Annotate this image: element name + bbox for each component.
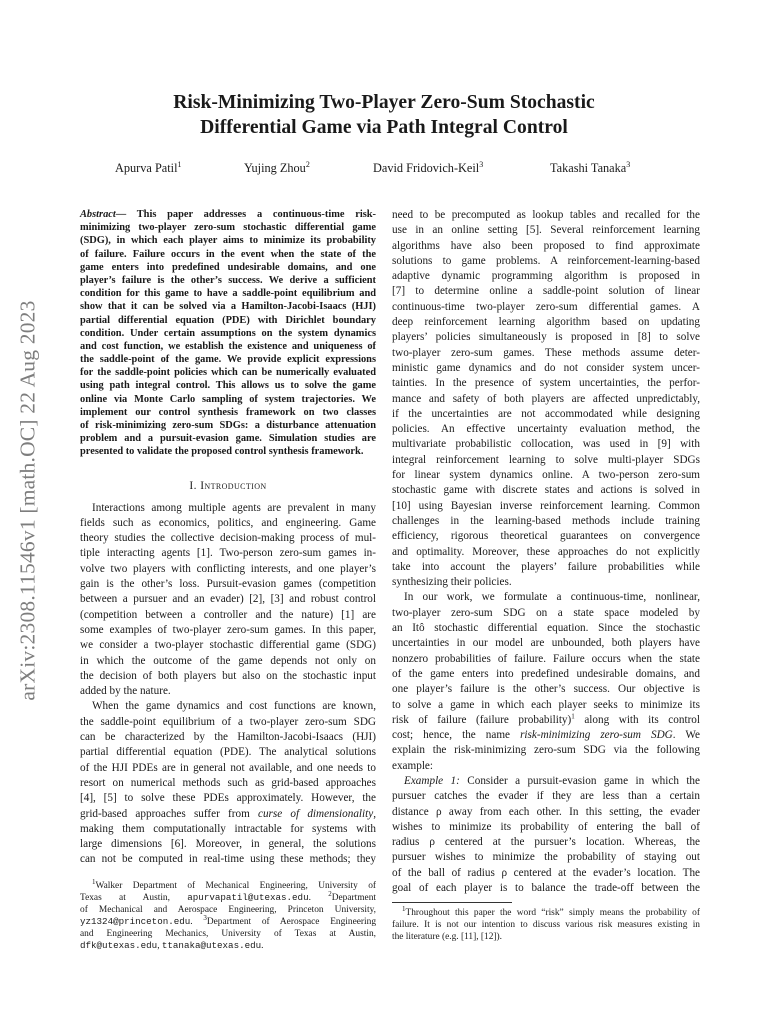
abstract-line: (SDG), in which each player aims to minimize its probability (80, 235, 376, 247)
abstract (80, 208, 376, 459)
abstract-line: of risk-minimizing zero-sum SDGs: a disturbance attenuation (80, 420, 376, 431)
abstract-line: player’s failure is the other’s success. We derive a sufficient (80, 274, 376, 286)
body-line: theory studies the collective decision-making process of mul- (80, 532, 376, 545)
abstract-line: presented to validate the proposed control synthesis framework. (80, 446, 364, 458)
body-line: tainties. In the presence of system uncertainties, the perfor- (392, 377, 700, 390)
author-affiliation-mark: 3 (479, 159, 484, 169)
footnote-mark: 3 (203, 913, 207, 922)
body-line: pursuer wishes to minimize the probability of staying out (392, 851, 700, 864)
author-4 (550, 161, 630, 176)
body-line: of the game enters into predefined undesirable domains, and (392, 667, 700, 680)
body-line: need to be precomputed as lookup tables and recalled for the (392, 209, 700, 221)
introduction-body (80, 501, 376, 868)
footnote-mark: 1 (402, 905, 406, 914)
body-line: radius ρ centered at the pursuer’s location. Whereas, the (392, 836, 700, 849)
body-line: the saddle-point equilibrium of a two-player zero-sum SDG (80, 715, 376, 728)
body-line: mance and safety of both players are affected unpredictably, (392, 392, 700, 405)
body-line: for linear system dynamics online. A two-person zero-sum (392, 469, 700, 482)
abstract-line: minimizing two-player zero-sum stochastic differential game (80, 222, 376, 234)
body-line: explain the risk-minimizing zero-sum SDG via the following (392, 744, 700, 757)
body-line: integral reinforcement learning to solve multi-player SDGs (392, 453, 700, 466)
body-line: of the HJI PDEs are in general not available, and one needs to (80, 761, 376, 774)
abstract-line (80, 208, 376, 221)
body-line: to solve a game in which each player seeks to minimize its (392, 698, 700, 711)
abstract-line: condition for this game to have a saddle-point equilibrium and (80, 288, 376, 300)
emphasis-text: risk-minimizing zero-sum SDG (520, 729, 673, 742)
body-line: the decision of both players but also on the stochastic input (80, 669, 376, 682)
body-line: Interactions among multiple agents are prevalent in many (92, 501, 376, 514)
footnote-line: failure. It is not our intention to discuss various risk measures existing in (392, 920, 700, 931)
body-line: take into account the players’ failure probabilities while (392, 560, 700, 573)
email-link[interactable]: apurvapatil@utexas.edu (187, 891, 309, 903)
email-link[interactable]: ttanaka@utexas.edu (161, 939, 262, 951)
body-text: Consider a pursuit-evasion game in which the (467, 774, 700, 787)
body-line: gain is the other’s loss. Pursuit-evasion games (competition (80, 578, 376, 591)
footnote-line: the literature (e.g. [11], [12]). (392, 932, 503, 943)
body-line: and optimality. Moreover, these approaches do not explicitly (392, 545, 700, 558)
abstract-line: show that it can be solved via a Hamilton-Jacobi-Isaacs (HJI) (80, 301, 376, 313)
body-line: an Itô stochastic differential equation. Since the stochastic (392, 622, 700, 635)
body-line: we consider a two-player stochastic differential game (SDG) (80, 639, 376, 652)
right-column (392, 208, 700, 943)
body-text: risk of failure (failure probability) (392, 713, 572, 726)
abstract-line: for the saddle-point policies which can be numerically evaluated (80, 367, 376, 379)
footnote-text: Walker Department of Mechanical Engineering, University of (95, 880, 376, 891)
body-line: (competition between a controller and the nature) [1] are (80, 608, 376, 621)
body-text: . We (672, 729, 700, 742)
left-column (80, 208, 376, 952)
email-link[interactable]: dfk@utexas.edu (80, 939, 158, 951)
body-line: can be characterized by the Hamilton-Jacobi-Isaacs (HJI) (80, 731, 376, 744)
arxiv-identifier (4, 250, 52, 750)
body-line: In our work, we formulate a continuous-time, nonlinear, (404, 591, 700, 604)
section-number: I. (189, 479, 197, 492)
body-line: volve two players with conflicting interests, and one player’s (80, 562, 376, 575)
abstract-text: — This paper addresses a continuous-time risk- (115, 209, 376, 220)
body-line: in which the outcome of the game depends not only on (80, 654, 376, 667)
abstract-line: the saddle-point of the game. We provide explicit expressions (80, 354, 376, 366)
body-line: deep reinforcement learning algorithm based on updating (392, 316, 700, 329)
footnote-line: dfk@utexas.edu, ttanaka@utexas.edu. (80, 939, 264, 951)
footnote-mark: 1 (92, 877, 96, 886)
author-name: David Fridovich-Keil (373, 161, 480, 175)
footnote-text: Department of Aerospace Engineering (206, 916, 377, 927)
body-line: can not be computed in real-time using these methods; they (80, 853, 376, 866)
body-line: challenges in the learning-based methods include training (392, 514, 700, 527)
abstract-line: implement our control synthesis framework on two classes (80, 406, 376, 418)
body-line (392, 713, 700, 728)
abstract-line: partial differential equation (PDE) with Dirichlet boundary (80, 314, 376, 326)
body-text: along with its control (574, 713, 700, 726)
body-line: continuous-time two-player zero-sum differential games. A (392, 300, 700, 313)
body-line: large dimensions [6]. Moreover, in general, the solutions (80, 838, 376, 851)
abstract-label: Abstract (80, 209, 116, 220)
footnote-line: Texas at Austin, apurvapatil@utexas.edu. $^2$Department (80, 889, 377, 903)
body-line: two-player zero-sum games. These methods assume deter- (392, 346, 700, 359)
emphasis-text: curse of dimensionality (257, 807, 374, 820)
footnote-text: Texas at Austin, (80, 892, 188, 903)
body-line: goal of each player is to balance the trade-off between the (392, 882, 700, 895)
body-line: two-player zero-sum SDG on a state space modeled by (392, 606, 700, 619)
body-line: one player’s failure is the other’s success. Our objective is (392, 683, 700, 696)
body-line: players’ policies simultaneously is proposed in [8] to solve (392, 331, 700, 344)
body-line: some examples of two-player zero-sum games. In this paper, (80, 623, 376, 636)
body-line: nonzero probabilities of failure. Failure occurs when the state (392, 652, 700, 665)
body-line: added by the nature. (80, 685, 171, 698)
body-line: partial differential equation (PDE). The analytical solutions (80, 746, 376, 759)
body-line: uncertainties in our model are unbounded, both players have (392, 637, 700, 650)
abstract-line: condition. Under certain assumptions on the system dynamics (80, 327, 376, 339)
footnote-mark: 1 (571, 712, 575, 721)
body-line: [10] using Bayesian inverse reinforcement learning. Common (392, 499, 700, 512)
abstract-line: online via Monte Carlo sampling of system trajectories. We (80, 393, 376, 405)
body-line: efficiency, rigorous theoretical guarantees on convergence (392, 530, 700, 543)
body-line: use in an online setting [5]. Several reinforcement learning (392, 224, 700, 237)
body-line: multivariate probabilistic collocation, was used in [9] with (392, 438, 700, 451)
body-line: grid-based approaches suffer from curse of dimensionality, (80, 807, 376, 820)
body-line: of the ball of radius ρ centered at the evader’s location. The (392, 866, 700, 879)
body-line: example: (392, 759, 434, 772)
author-affiliation-mark: 3 (626, 159, 631, 169)
author-affiliation-mark: 1 (177, 159, 182, 169)
author-name: Takashi Tanaka (550, 161, 627, 175)
body-text: cost; hence, the name (392, 729, 521, 742)
abstract-line: and cost function, we establish the existence and uniqueness of (80, 340, 376, 352)
author-2 (244, 161, 310, 176)
title-line-2: Differential Game via Path Integral Control (200, 117, 568, 138)
body-line: algorithms have also been proposed to find approximate (392, 239, 700, 252)
body-line: synthesizing their policies. (392, 576, 512, 589)
body-line: adaptive dynamic programming algorithm is proposed in (392, 270, 700, 283)
author-name: Apurva Patil (115, 161, 178, 175)
body-line: resort on numerical methods such as grid-based approaches (80, 776, 376, 789)
body-line: distance ρ away from each other. In this setting, the evader (392, 805, 700, 818)
footnote-line: of Mechanical and Aerospace Engineering, Princeton University, (80, 904, 376, 915)
author-3 (373, 161, 483, 176)
footnote-line (392, 907, 700, 919)
body-line: stochastic game with discrete states and actions is solved in (392, 484, 700, 497)
author-1 (115, 161, 182, 176)
body-line: [7] to determine online a saddle-point solution of linear (392, 285, 700, 298)
risk-footnote (392, 907, 700, 943)
author-name: Yujing Zhou (244, 161, 306, 175)
body-line: When the game dynamics and cost functions are known, (92, 700, 376, 713)
body-line: solutions to game problems. A reinforcement-learning-based (392, 254, 700, 267)
section-heading-introduction (80, 471, 376, 501)
body-line: between a pursuer and an evader) [2], [3] and robust control (80, 593, 376, 606)
affiliation-footnote (80, 877, 377, 952)
abstract-line: game enters into predefined undesirable domains, and one (80, 261, 376, 273)
footnote-line: yz1324@princeton.edu. $^3$Department of Aerospace Engineering (80, 913, 377, 927)
title-line-1: Risk-Minimizing Two-Player Zero-Sum Stochastic (173, 92, 595, 113)
body-line: pursuer catches the evader if they are less than a certain (392, 790, 700, 803)
arxiv-id-text: arXiv:2308.11546v1 [math.OC] 22 Aug 2023 (15, 299, 40, 701)
footnote-mark: 2 (328, 889, 332, 898)
body-line: wishes to minimize its probability of entering the ball of (392, 820, 700, 833)
body-text: grid-based approaches suffer from (80, 807, 258, 820)
body-line: tiple interacting agents [1]. Two-person zero-sum games in- (80, 547, 376, 560)
body-line: policies. An effective uncertainty evaluation method, the (392, 423, 700, 436)
abstract-line: problem and a pursuit-evasion game. Simulation studies are (80, 433, 376, 445)
body-line: fields such as economics, politics, and engineering. Game (80, 516, 376, 529)
abstract-line: of failure. Failure occurs in the event when the state of the (80, 248, 376, 260)
section-title: Introduction (200, 479, 267, 492)
footnote-text: Throughout this paper the word “risk” simply means the probability of (405, 908, 700, 919)
body-line: if the uncertainties are not accommodated while designing (392, 407, 700, 420)
body-line (392, 728, 700, 743)
example-label: Example 1: (404, 774, 460, 787)
paper-title (90, 90, 678, 140)
body-line: ministic game dynamics and do not consider system uncer- (392, 361, 700, 374)
body-line: making them computationally intractable for systems with (80, 822, 376, 835)
footnote-text: Department (331, 892, 377, 903)
email-link[interactable]: yz1324@princeton.edu (80, 915, 191, 927)
footnote-line: and Engineering Mechanics, University of Texas at Austin, (80, 928, 376, 939)
body-line (392, 774, 700, 789)
body-line: [4], [5] to solve these PDEs approximately. However, the (80, 792, 376, 805)
author-affiliation-mark: 2 (305, 159, 310, 169)
abstract-line: using path integral control. This allows us to solve the game (80, 380, 376, 392)
